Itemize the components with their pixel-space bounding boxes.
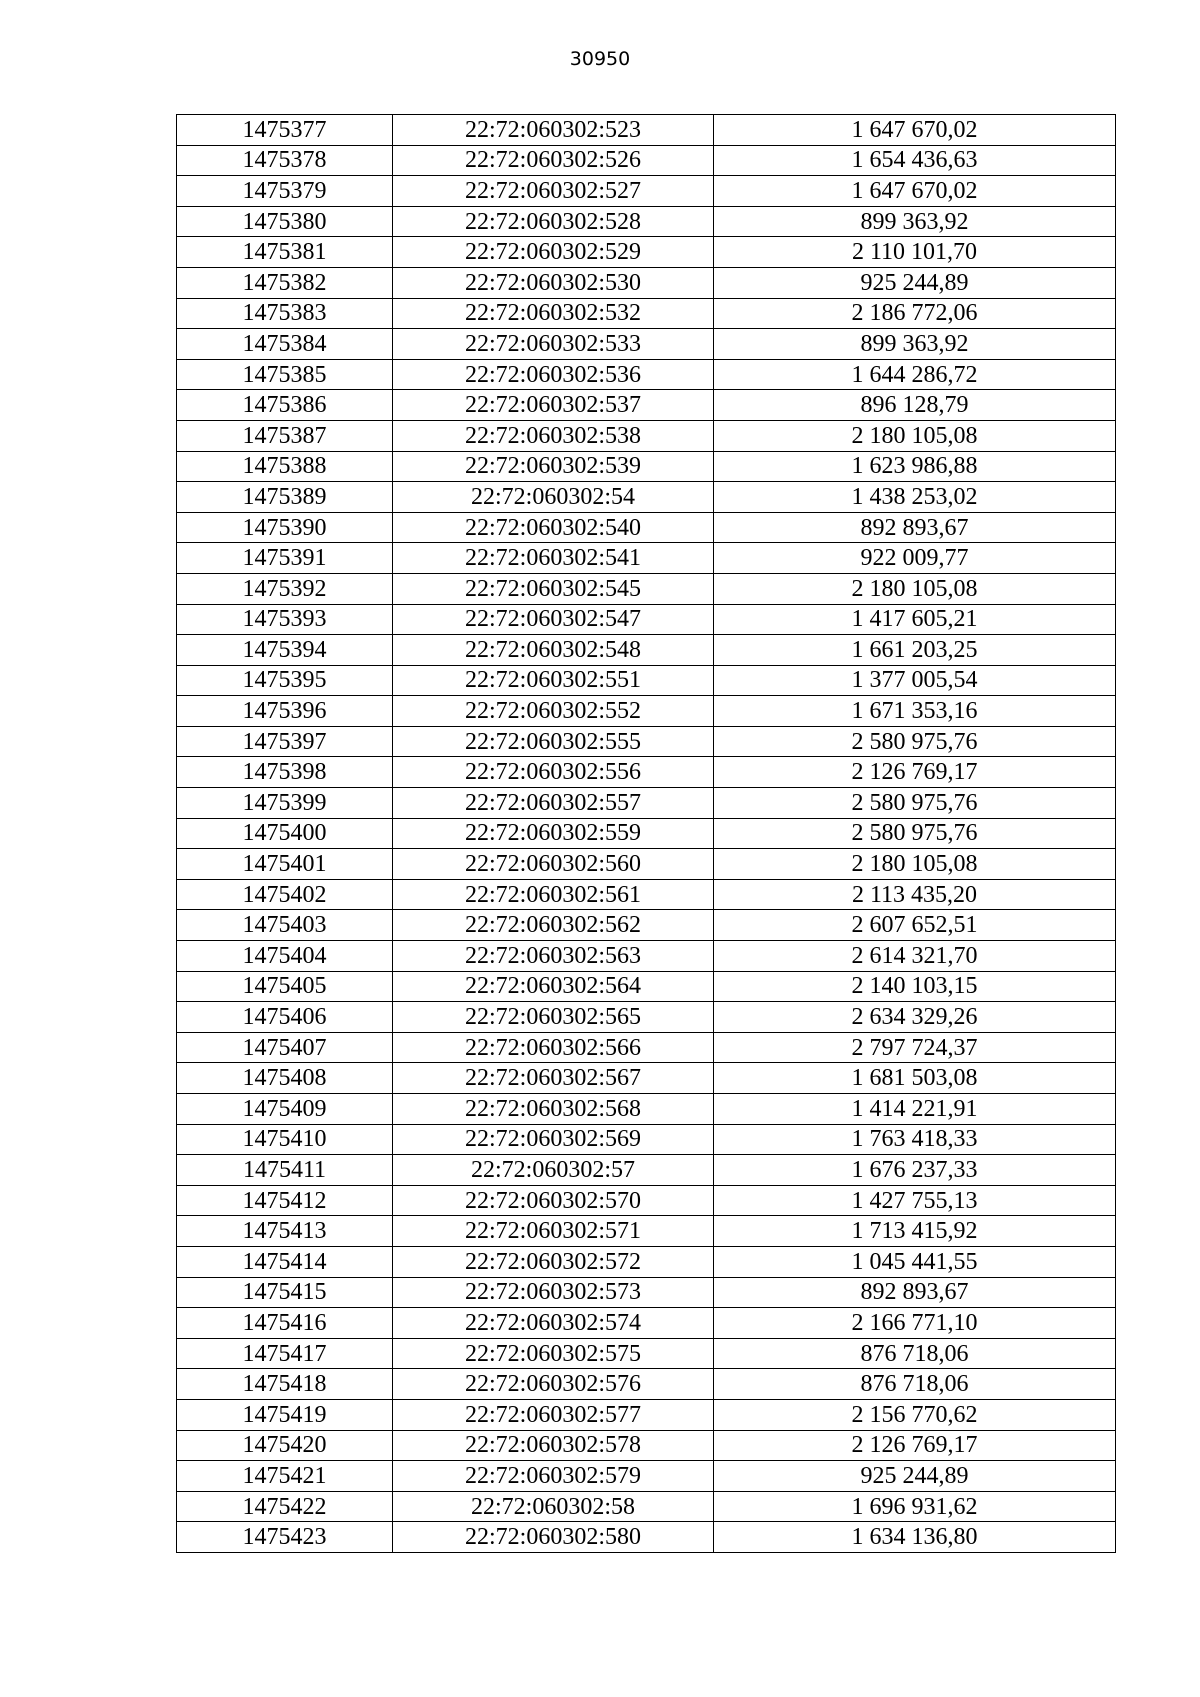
- row-number-cell: 1475377: [177, 115, 393, 146]
- row-number-cell: 1475402: [177, 879, 393, 910]
- row-number-cell: 1475409: [177, 1094, 393, 1125]
- cadastral-value-cell: 1 763 418,33: [714, 1124, 1116, 1155]
- table-row: [177, 176, 1116, 207]
- cadastral-number-cell: 22:72:060302:529: [393, 237, 714, 268]
- cadastral-value-cell: 1 713 415,92: [714, 1216, 1116, 1247]
- cadastral-value-cell: 2 166 771,10: [714, 1308, 1116, 1339]
- table-row: [177, 1246, 1116, 1277]
- table-row: [177, 1338, 1116, 1369]
- table-row: [177, 1522, 1116, 1553]
- row-number-cell: 1475396: [177, 696, 393, 727]
- table-row: [177, 1399, 1116, 1430]
- cadastral-value-cell: 2 580 975,76: [714, 788, 1116, 819]
- row-number-cell: 1475415: [177, 1277, 393, 1308]
- cadastral-number-cell: 22:72:060302:561: [393, 879, 714, 910]
- table-row: [177, 757, 1116, 788]
- table-row: [177, 298, 1116, 329]
- row-number-cell: 1475411: [177, 1155, 393, 1186]
- cadastral-number-cell: 22:72:060302:539: [393, 451, 714, 482]
- cadastral-value-cell: 2 614 321,70: [714, 941, 1116, 972]
- cadastral-number-cell: 22:72:060302:572: [393, 1246, 714, 1277]
- cadastral-number-cell: 22:72:060302:578: [393, 1430, 714, 1461]
- row-number-cell: 1475410: [177, 1124, 393, 1155]
- cadastral-number-cell: 22:72:060302:548: [393, 635, 714, 666]
- cadastral-number-cell: 22:72:060302:57: [393, 1155, 714, 1186]
- cadastral-value-cell: 2 580 975,76: [714, 726, 1116, 757]
- cadastral-value-cell: 1 634 136,80: [714, 1522, 1116, 1553]
- table-row: [177, 1216, 1116, 1247]
- cadastral-number-cell: 22:72:060302:54: [393, 482, 714, 513]
- cadastral-number-cell: 22:72:060302:555: [393, 726, 714, 757]
- cadastral-value-cell: 2 186 772,06: [714, 298, 1116, 329]
- cadastral-value-cell: 2 797 724,37: [714, 1032, 1116, 1063]
- cadastral-value-cell: 1 417 605,21: [714, 604, 1116, 635]
- cadastral-value-cell: 925 244,89: [714, 1461, 1116, 1492]
- table-row: [177, 1461, 1116, 1492]
- row-number-cell: 1475421: [177, 1461, 393, 1492]
- table-row: [177, 1430, 1116, 1461]
- row-number-cell: 1475398: [177, 757, 393, 788]
- row-number-cell: 1475418: [177, 1369, 393, 1400]
- row-number-cell: 1475401: [177, 849, 393, 880]
- table-row: [177, 482, 1116, 513]
- row-number-cell: 1475392: [177, 573, 393, 604]
- cadastral-value-cell: 1 671 353,16: [714, 696, 1116, 727]
- table-row: [177, 818, 1116, 849]
- table-row: [177, 206, 1116, 237]
- cadastral-value-cell: 1 681 503,08: [714, 1063, 1116, 1094]
- cadastral-number-cell: 22:72:060302:538: [393, 420, 714, 451]
- table-row: [177, 1277, 1116, 1308]
- cadastral-value-cell: 899 363,92: [714, 329, 1116, 360]
- cadastral-number-cell: 22:72:060302:526: [393, 145, 714, 176]
- cadastral-value-cell: 922 009,77: [714, 543, 1116, 574]
- row-number-cell: 1475417: [177, 1338, 393, 1369]
- row-number-cell: 1475416: [177, 1308, 393, 1339]
- table-row: [177, 696, 1116, 727]
- cadastral-value-cell: 2 140 103,15: [714, 971, 1116, 1002]
- cadastral-value-cell: 925 244,89: [714, 267, 1116, 298]
- cadastral-number-cell: 22:72:060302:576: [393, 1369, 714, 1400]
- row-number-cell: 1475406: [177, 1002, 393, 1033]
- page-number: 30950: [569, 48, 631, 70]
- cadastral-value-cell: 2 126 769,17: [714, 1430, 1116, 1461]
- row-number-cell: 1475393: [177, 604, 393, 635]
- row-number-cell: 1475386: [177, 390, 393, 421]
- cadastral-number-cell: 22:72:060302:575: [393, 1338, 714, 1369]
- cadastral-number-cell: 22:72:060302:541: [393, 543, 714, 574]
- cadastral-number-cell: 22:72:060302:533: [393, 329, 714, 360]
- table-row: [177, 971, 1116, 1002]
- cadastral-value-cell: 876 718,06: [714, 1338, 1116, 1369]
- table-row: [177, 788, 1116, 819]
- row-number-cell: 1475395: [177, 665, 393, 696]
- cadastral-value-cell: 1 644 286,72: [714, 359, 1116, 390]
- cadastral-value-cell: 1 427 755,13: [714, 1185, 1116, 1216]
- cadastral-value-cell: 2 634 329,26: [714, 1002, 1116, 1033]
- row-number-cell: 1475390: [177, 512, 393, 543]
- cadastral-number-cell: 22:72:060302:565: [393, 1002, 714, 1033]
- table-row: [177, 267, 1116, 298]
- cadastral-number-cell: 22:72:060302:567: [393, 1063, 714, 1094]
- row-number-cell: 1475385: [177, 359, 393, 390]
- row-number-cell: 1475423: [177, 1522, 393, 1553]
- row-number-cell: 1475394: [177, 635, 393, 666]
- row-number-cell: 1475407: [177, 1032, 393, 1063]
- cadastral-value-cell: 1 623 986,88: [714, 451, 1116, 482]
- cadastral-number-cell: 22:72:060302:574: [393, 1308, 714, 1339]
- row-number-cell: 1475420: [177, 1430, 393, 1461]
- row-number-cell: 1475400: [177, 818, 393, 849]
- table-row: [177, 329, 1116, 360]
- table-row: [177, 145, 1116, 176]
- cadastral-value-cell: 2 180 105,08: [714, 849, 1116, 880]
- table-row: [177, 573, 1116, 604]
- cadastral-value-cell: 2 126 769,17: [714, 757, 1116, 788]
- row-number-cell: 1475388: [177, 451, 393, 482]
- cadastral-value-cell: 1 647 670,02: [714, 176, 1116, 207]
- row-number-cell: 1475413: [177, 1216, 393, 1247]
- row-number-cell: 1475382: [177, 267, 393, 298]
- row-number-cell: 1475404: [177, 941, 393, 972]
- table-row: [177, 115, 1116, 146]
- row-number-cell: 1475378: [177, 145, 393, 176]
- table-row: [177, 1094, 1116, 1125]
- table-row: [177, 849, 1116, 880]
- table-row: [177, 237, 1116, 268]
- table-row: [177, 604, 1116, 635]
- cadastral-number-cell: 22:72:060302:536: [393, 359, 714, 390]
- table-row: [177, 1124, 1116, 1155]
- row-number-cell: 1475419: [177, 1399, 393, 1430]
- row-number-cell: 1475387: [177, 420, 393, 451]
- cadastral-value-cell: 2 180 105,08: [714, 420, 1116, 451]
- cadastral-number-cell: 22:72:060302:528: [393, 206, 714, 237]
- table-row: [177, 941, 1116, 972]
- table-row: [177, 512, 1116, 543]
- cadastral-number-cell: 22:72:060302:547: [393, 604, 714, 635]
- row-number-cell: 1475403: [177, 910, 393, 941]
- table-row: [177, 1063, 1116, 1094]
- row-number-cell: 1475408: [177, 1063, 393, 1094]
- table-row: [177, 543, 1116, 574]
- cadastral-number-cell: 22:72:060302:577: [393, 1399, 714, 1430]
- cadastral-value-cell: 2 113 435,20: [714, 879, 1116, 910]
- cadastral-number-cell: 22:72:060302:58: [393, 1491, 714, 1522]
- cadastral-number-cell: 22:72:060302:573: [393, 1277, 714, 1308]
- row-number-cell: 1475380: [177, 206, 393, 237]
- cadastral-value-cell: 1 045 441,55: [714, 1246, 1116, 1277]
- table-row: [177, 665, 1116, 696]
- cadastral-value-cell: 1 414 221,91: [714, 1094, 1116, 1125]
- cadastral-value-cell: 2 110 101,70: [714, 237, 1116, 268]
- cadastral-number-cell: 22:72:060302:571: [393, 1216, 714, 1247]
- table-row: [177, 451, 1116, 482]
- cadastral-number-cell: 22:72:060302:564: [393, 971, 714, 1002]
- cadastral-number-cell: 22:72:060302:570: [393, 1185, 714, 1216]
- table-row: [177, 910, 1116, 941]
- cadastral-value-cell: 2 180 105,08: [714, 573, 1116, 604]
- cadastral-value-cell: 1 438 253,02: [714, 482, 1116, 513]
- cadastral-number-cell: 22:72:060302:530: [393, 267, 714, 298]
- table-row: [177, 1308, 1116, 1339]
- cadastral-value-cell: 896 128,79: [714, 390, 1116, 421]
- cadastral-number-cell: 22:72:060302:579: [393, 1461, 714, 1492]
- table-row: [177, 1491, 1116, 1522]
- cadastral-value-cell: 2 156 770,62: [714, 1399, 1116, 1430]
- table-row: [177, 1002, 1116, 1033]
- cadastral-value-cell: 892 893,67: [714, 1277, 1116, 1308]
- cadastral-value-cell: 1 377 005,54: [714, 665, 1116, 696]
- cadastral-number-cell: 22:72:060302:569: [393, 1124, 714, 1155]
- row-number-cell: 1475397: [177, 726, 393, 757]
- row-number-cell: 1475389: [177, 482, 393, 513]
- table-row: [177, 1369, 1116, 1400]
- table-row: [177, 1185, 1116, 1216]
- row-number-cell: 1475405: [177, 971, 393, 1002]
- cadastral-value-cell: 1 696 931,62: [714, 1491, 1116, 1522]
- cadastral-number-cell: 22:72:060302:523: [393, 115, 714, 146]
- cadastral-number-cell: 22:72:060302:560: [393, 849, 714, 880]
- table-row: [177, 1032, 1116, 1063]
- cadastral-number-cell: 22:72:060302:545: [393, 573, 714, 604]
- cadastral-value-cell: 876 718,06: [714, 1369, 1116, 1400]
- cadastral-number-cell: 22:72:060302:537: [393, 390, 714, 421]
- table-body: [177, 115, 1116, 1553]
- cadastral-number-cell: 22:72:060302:568: [393, 1094, 714, 1125]
- table-row: [177, 726, 1116, 757]
- cadastral-value-table: [176, 114, 1116, 1553]
- cadastral-number-cell: 22:72:060302:562: [393, 910, 714, 941]
- cadastral-number-cell: 22:72:060302:556: [393, 757, 714, 788]
- cadastral-value-cell: 2 580 975,76: [714, 818, 1116, 849]
- table-row: [177, 1155, 1116, 1186]
- row-number-cell: 1475384: [177, 329, 393, 360]
- cadastral-number-cell: 22:72:060302:566: [393, 1032, 714, 1063]
- table-row: [177, 359, 1116, 390]
- cadastral-value-cell: 1 676 237,33: [714, 1155, 1116, 1186]
- row-number-cell: 1475412: [177, 1185, 393, 1216]
- cadastral-number-cell: 22:72:060302:557: [393, 788, 714, 819]
- cadastral-number-cell: 22:72:060302:559: [393, 818, 714, 849]
- row-number-cell: 1475383: [177, 298, 393, 329]
- cadastral-value-cell: 899 363,92: [714, 206, 1116, 237]
- row-number-cell: 1475414: [177, 1246, 393, 1277]
- cadastral-number-cell: 22:72:060302:551: [393, 665, 714, 696]
- cadastral-number-cell: 22:72:060302:540: [393, 512, 714, 543]
- row-number-cell: 1475422: [177, 1491, 393, 1522]
- cadastral-number-cell: 22:72:060302:580: [393, 1522, 714, 1553]
- cadastral-value-cell: 2 607 652,51: [714, 910, 1116, 941]
- table-row: [177, 635, 1116, 666]
- cadastral-value-cell: 892 893,67: [714, 512, 1116, 543]
- cadastral-number-cell: 22:72:060302:552: [393, 696, 714, 727]
- cadastral-value-cell: 1 661 203,25: [714, 635, 1116, 666]
- row-number-cell: 1475379: [177, 176, 393, 207]
- row-number-cell: 1475381: [177, 237, 393, 268]
- cadastral-number-cell: 22:72:060302:563: [393, 941, 714, 972]
- table-row: [177, 879, 1116, 910]
- cadastral-value-cell: 1 647 670,02: [714, 115, 1116, 146]
- cadastral-value-cell: 1 654 436,63: [714, 145, 1116, 176]
- row-number-cell: 1475391: [177, 543, 393, 574]
- table-row: [177, 420, 1116, 451]
- table-row: [177, 390, 1116, 421]
- cadastral-number-cell: 22:72:060302:532: [393, 298, 714, 329]
- row-number-cell: 1475399: [177, 788, 393, 819]
- cadastral-number-cell: 22:72:060302:527: [393, 176, 714, 207]
